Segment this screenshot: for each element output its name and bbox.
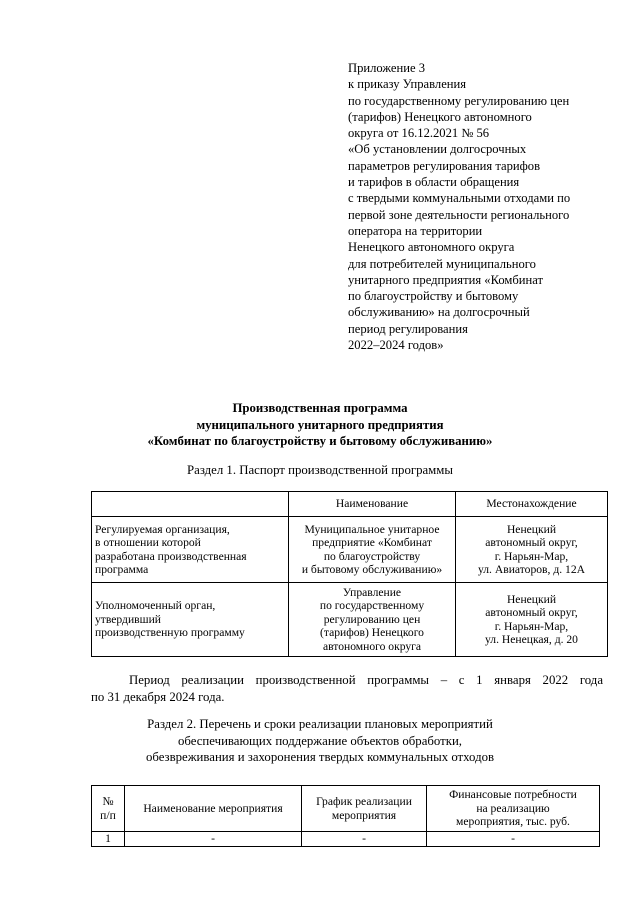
table-cell: - [427,832,600,847]
row-name-cell [289,583,456,657]
row-location-cell [456,583,608,657]
header-cell [427,786,600,832]
header-cell: Местонахождение [456,492,608,517]
heading-line: обеспечивающих поддержание объектов обработки, [178,733,462,748]
appendix-line: унитарного предприятия «Комбинат [348,272,544,287]
cell-line: п/п [100,808,116,822]
row-name-cell [289,517,456,583]
appendix-line: с твердыми коммунальными отходами по [348,191,571,206]
title-line: муниципального унитарного предприятия [196,417,444,432]
cell-line: на реализацию [476,801,550,815]
table-row [92,583,608,657]
appendix-line: обслуживанию» на долгосрочный [348,305,530,320]
appendix-line: для потребителей муниципального [348,256,536,271]
cell-line: по государственному [319,599,425,613]
cell-line: мероприятия [331,808,397,822]
table-header-row [92,786,600,832]
header-cell [92,492,289,517]
appendix-line: «Об установлении долгосрочных [348,142,527,157]
table-row [92,517,608,583]
cell-line: автономный округ, [485,536,578,549]
appendix-line: округа от 16.12.2021 № 56 [348,126,490,141]
appendix-block [348,60,618,353]
cell-line: Ненецкий [506,592,557,606]
cell-line: в отношении которой [95,536,201,549]
heading-line: обезвреживания и захоронения твердых коммунальных отходов [145,750,495,765]
cell-line: Уполномоченный орган, [95,599,216,613]
cell-line: г. Нарьян-Мар, [494,619,569,633]
heading-line: Раздел 2. Перечень и сроки реализации плановых мероприятий [147,717,493,731]
appendix-line: период регулирования [348,321,468,336]
cell-line: г. Нарьян-Мар, [494,549,569,563]
cell-line: разработана производственная [95,549,247,563]
cell-line: Муниципальное унитарное [304,522,440,536]
row-label-cell [92,583,289,657]
appendix-line: к приказу Управления [348,77,467,92]
table-cell: 1 [92,832,125,847]
title-line: Производственная программа [232,401,408,415]
cell-line: утвердивший [95,612,161,626]
table-row [92,832,600,847]
header-cell: Наименование [289,492,456,517]
period-paragraph [91,672,603,706]
cell-line: Финансовые потребности [449,788,577,802]
cell-line: мероприятия, тыс. руб. [456,815,570,829]
appendix-line: Приложение 3 [348,61,426,75]
period-line: Период реализации производственной программы – с 1 января 2022 года [129,673,603,687]
cell-line: предприятие «Комбинат [312,536,432,549]
appendix-line: и тарифов в области обращения [348,175,520,190]
passport-table [91,491,608,657]
header-cell [302,786,427,832]
cell-line: ул. Ненецкая, д. 20 [485,633,578,646]
cell-line: (тарифов) Ненецкого [320,626,424,640]
row-location-cell [456,517,608,583]
cell-line: Управление [342,585,402,599]
header-cell [92,786,125,832]
appendix-line: параметров регулирования тарифов [348,158,541,173]
measures-table [91,785,600,847]
appendix-line: по государственному регулированию цен [348,93,570,108]
cell-line: автономный округ, [485,606,578,619]
appendix-line: Ненецкого автономного округа [348,240,515,255]
appendix-line: по благоустройству и бытовому [348,289,519,304]
table-cell: - [302,832,427,847]
title-line: «Комбинат по благоустройству и бытовому обслуживанию» [147,434,493,448]
appendix-line: 2022–2024 годов» [348,338,444,353]
cell-line: График реализации [316,795,412,808]
section1-heading: Раздел 1. Паспорт производственной программы [187,463,453,477]
header-cell: Наименование мероприятия [125,786,302,832]
cell-line: ул. Авиаторов, д. 12А [477,563,585,576]
period-line: по 31 декабря 2024 года. [91,690,225,704]
cell-line: автономного округа [322,639,422,653]
table-cell: - [125,832,302,847]
cell-line: производственную программу [95,626,245,640]
cell-line: по благоустройству [323,549,421,563]
table-header-row [92,492,608,517]
row-label-cell [92,517,289,583]
program-title [0,400,640,450]
cell-line: № [102,795,114,808]
appendix-line: первой зоне деятельности регионального [348,207,570,222]
appendix-line: (тарифов) Ненецкого автономного [348,109,532,124]
cell-line: Регулируемая организация, [95,522,230,536]
section2-heading [0,716,640,766]
appendix-line: оператора на территории [348,223,483,238]
cell-line: регулированию цен [323,612,421,626]
cell-line: Ненецкий [506,522,557,536]
cell-line: и бытовому обслуживанию» [301,563,443,576]
cell-line: программа [95,563,149,576]
